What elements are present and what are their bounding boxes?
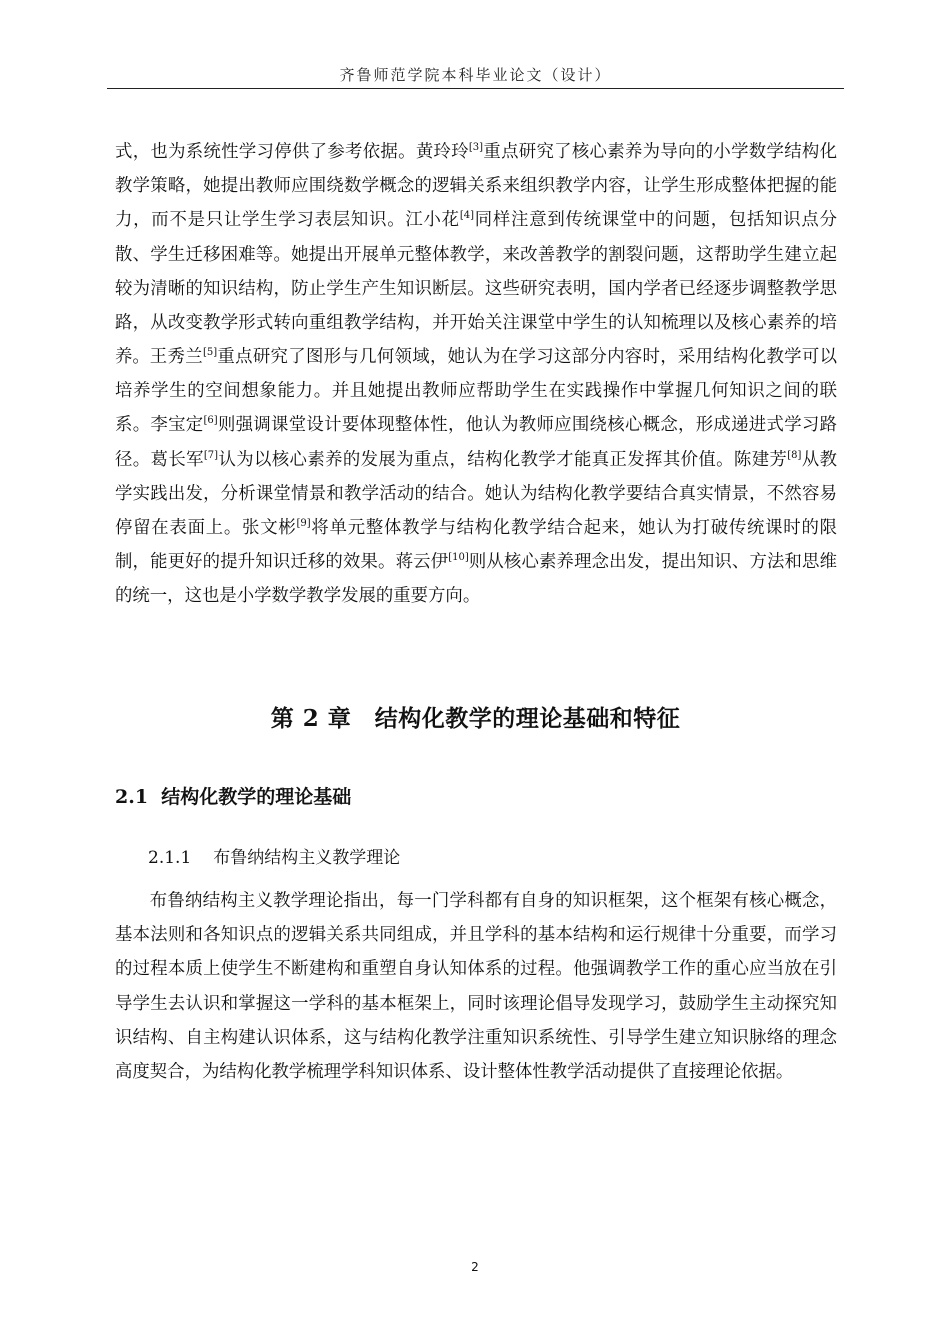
paragraph-text: 王秀兰 xyxy=(149,347,203,367)
section-number: 2.1 xyxy=(115,786,149,808)
paragraph-text: 从教学实践出发，分析课堂情景和教学活动的结合。她认为结构化教学要结合真实情景，不然容易停留在表面上。张文彬 xyxy=(115,449,837,539)
paragraph-literature-review-2 xyxy=(115,340,837,614)
chapter-title: 第 2 章 结构化教学的理论基础和特征 xyxy=(270,705,681,732)
subsection-heading xyxy=(148,843,400,868)
paragraph-text: 重点研究了图形与几何领域，她认为在学习这部分内容时，采用结构化教学可以培养学生的空间想象能力。并且她提出教师应帮助学生在实践操作中掌握几何知识之间的联系。李宝定 xyxy=(115,347,837,436)
paragraph-literature-review-1 xyxy=(115,135,837,374)
section-title-text: 结构化教学的理论基础 xyxy=(161,786,352,808)
citation-ref[interactable]: [7] xyxy=(203,449,219,461)
paragraph-text: 同样注意到传统课堂中的问题，包括知识点分散、学生迁移困难等。她提出开展单元整体教学，来改善教学的割裂问题，这帮助学生建立起较为清晰的知识结构，防止学生产生知识断层。这些研究表明，国内学者已经逐步调整教学思路，从改变教学形式转向重组教学结构，并开始关注课堂中学生的认知梳理以及核心素养的培养。 xyxy=(115,210,837,368)
paragraph-bruner-theory xyxy=(115,884,837,1089)
paragraph-text: 认为以核心素养的发展为重点，结构化教学才能真正发挥其价值。陈建芳 xyxy=(218,449,788,470)
citation-ref[interactable]: [8] xyxy=(787,449,802,461)
subsection-title-text: 布鲁纳结构主义教学理论 xyxy=(213,848,401,868)
citation-ref[interactable]: [10] xyxy=(448,552,469,564)
section-heading xyxy=(115,782,351,809)
citation-ref[interactable]: [5] xyxy=(202,347,218,358)
header-rule xyxy=(107,88,844,89)
subsection-number: 2.1.1 xyxy=(148,848,192,868)
paragraph-text: 重点研究了核心素养为导向的小学数学结构化教学策略，她提出教师应围绕数学概念的逻辑关系来组织教学内容，让学生形成整体把握的能力，而不是只让学生学习表层知识。江小花 xyxy=(115,142,837,231)
paragraph-text: 将单元整体教学与结构化教学结合起来，她认为打破传统课时的限制，能更好的提升知识迁移的效果。蒋云伊 xyxy=(115,518,837,573)
citation-ref[interactable]: [9] xyxy=(296,518,311,530)
paragraph-text: 则从核心素养理念出发，提出知识、方法和思维的统一，这也是小学数学教学发展的重要方向。 xyxy=(115,552,837,607)
paragraph-text: 则强调课堂设计要体现整体性，他认为教师应围绕核心概念，形成递进式学习路径。葛长军 xyxy=(115,415,837,470)
citation-ref[interactable]: [3] xyxy=(468,142,484,153)
running-header: 齐鲁师范学院本科毕业论文（设计） xyxy=(339,66,612,84)
citation-ref[interactable]: [4] xyxy=(459,210,474,222)
citation-ref[interactable]: [6] xyxy=(203,415,218,427)
paragraph-text: 式，也为系统性学习停供了参考依据。黄玲玲 xyxy=(115,142,469,162)
page-number: 2 xyxy=(471,1260,479,1274)
paragraph-text: 布鲁纳结构主义教学理论指出，每一门学科都有自身的知识框架，这个框架有核心概念，基本法则和各知识点的逻辑关系共同组成，并且学科的基本结构和运行规律十分重要，而学习的过程本质上使学生不断建构和重塑自身认知体系的过程。他强调教学工作的重心应当放在引导学生去认识和掌握这一学科的基本框架上，同时该理论倡导发现学习，鼓励学生主动探究知识结构、自主构建认识体系，这与结构化教学注重知识系统性、引导学生建立知识脉络的理念高度契合，为结构化教学梳理学科知识体系、设计整体性教学活动提供了直接理论依据。 xyxy=(115,891,837,1083)
